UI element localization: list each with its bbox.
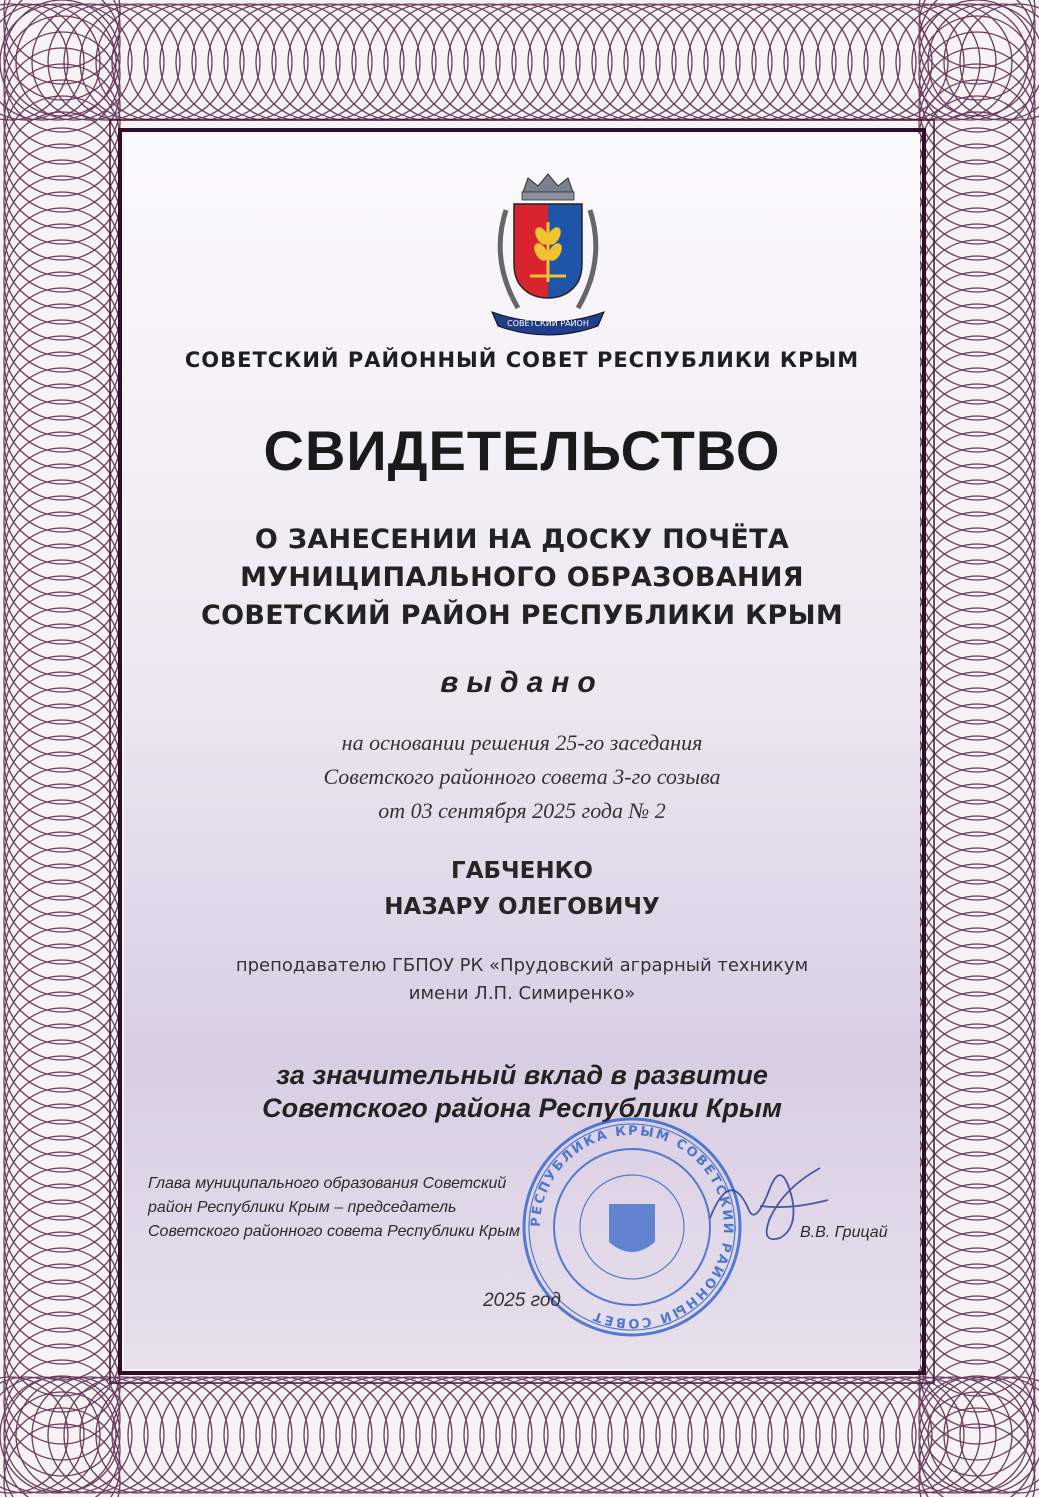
signatory-title-line-2: район Республики Крым – председатель <box>148 1199 457 1216</box>
recipient-position-2: имени Л.П. Симиренко» <box>408 983 636 1004</box>
basis-line-1: на основании решения 25-го заседания <box>341 730 703 755</box>
handwritten-signature <box>700 1148 840 1258</box>
subject-line-2: МУНИЦИПАЛЬНОГО ОБРАЗОВАНИЯ <box>240 562 804 593</box>
emblem-ribbon-text: СОВЕТСКИЙ РАЙОН <box>507 319 589 328</box>
basis-line-2: Советского районного совета 3-го созыва <box>323 764 721 789</box>
issue-year: 2025 год <box>483 1290 561 1311</box>
issued-word: выдано <box>440 666 604 699</box>
signatory-title-line-1: Глава муниципального образования Советский <box>148 1175 507 1192</box>
coat-of-arms <box>478 170 618 340</box>
basis-line-3: от 03 сентября 2025 года № 2 <box>378 798 666 823</box>
council-name: СОВЕТСКИЙ РАЙОННЫЙ СОВЕТ РЕСПУБЛИКИ КРЫМ <box>184 348 860 372</box>
recipient-surname: ГАБЧЕНКО <box>451 858 593 884</box>
document-title: СВИДЕТЕЛЬСТВО <box>263 419 781 482</box>
merit-line-2: Советского района Республики Крым <box>262 1093 782 1123</box>
stamp-ring-text: РЕСПУБЛИКА КРЫМ СОВЕТСКИЙ РАЙОННЫЙ СОВЕТ <box>528 1123 736 1331</box>
recipient-given-name: НАЗАРУ ОЛЕГОВИЧУ <box>384 894 660 920</box>
merit-line-1: за значительный вклад в развитие <box>276 1060 768 1090</box>
subject-line-3: СОВЕТСКИЙ РАЙОН РЕСПУБЛИКИ КРЫМ <box>200 600 844 631</box>
subject-line-1: О ЗАНЕСЕНИИ НА ДОСКУ ПОЧЁТА <box>254 524 790 555</box>
recipient-position-1: преподавателю ГБПОУ РК «Прудовский аграрный техникум <box>235 955 809 976</box>
signatory-name: В.В. Грицай <box>800 1224 888 1241</box>
signatory-title-line-3: Советского районного совета Республики Крым <box>148 1223 520 1240</box>
